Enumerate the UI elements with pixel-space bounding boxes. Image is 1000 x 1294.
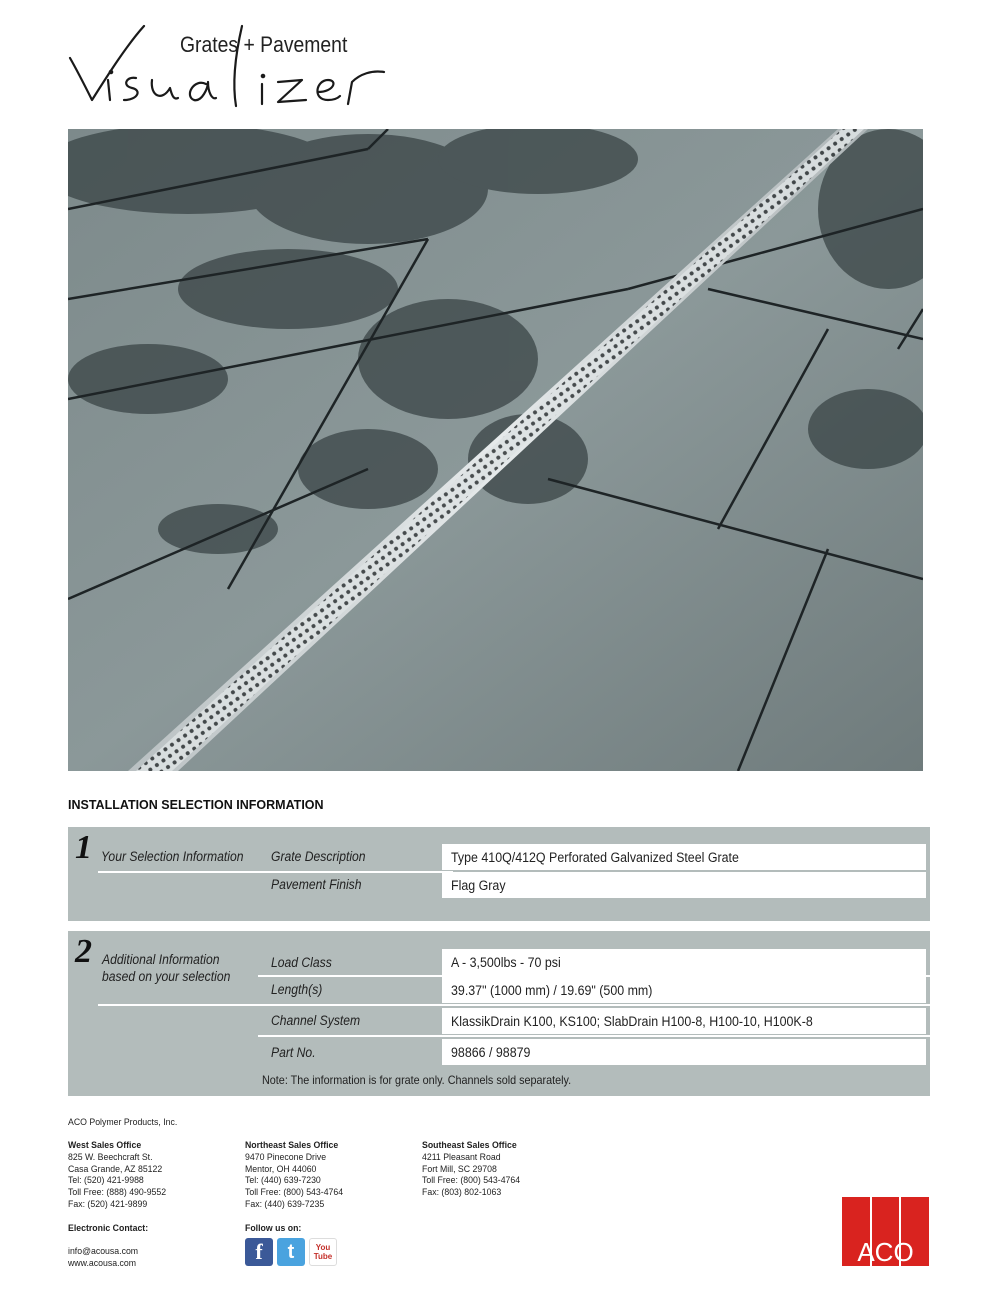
- row-label: Length(s): [271, 982, 323, 997]
- drain-grate-photo: [68, 129, 923, 771]
- divider: [98, 1004, 930, 1006]
- step-number: 2: [75, 933, 92, 970]
- twitter-icon[interactable]: t: [277, 1238, 305, 1266]
- panel-label-line2: based on your selection: [102, 969, 231, 984]
- row-label: Part No.: [271, 1045, 316, 1060]
- aco-logo: [842, 1197, 929, 1266]
- row-value: A - 3,500lbs - 70 psi: [442, 949, 926, 975]
- row-label: Grate Description: [271, 849, 366, 864]
- follow-title: Follow us on:: [245, 1223, 302, 1234]
- section-title: INSTALLATION SELECTION INFORMATION: [68, 798, 324, 812]
- note-text: Note: The information is for grate only. Channels sold separately.: [262, 1073, 572, 1087]
- divider: [258, 1035, 930, 1037]
- additional-info-panel: [68, 931, 930, 1096]
- email-link[interactable]: info@acousa.com: [68, 1246, 139, 1257]
- step-number: 1: [75, 829, 92, 866]
- row-value: Flag Gray: [442, 872, 926, 898]
- facebook-icon[interactable]: f: [245, 1238, 273, 1266]
- selection-panel: [68, 827, 930, 921]
- company-name: ACO Polymer Products, Inc.: [68, 1117, 178, 1128]
- divider: [98, 871, 453, 873]
- header-subtitle: Grates + Pavement: [180, 32, 348, 57]
- visualizer-logo: [66, 22, 396, 117]
- panel-label-line1: Additional Information: [102, 952, 220, 967]
- aco-logo-text: ACO: [857, 1237, 914, 1266]
- row-label: Channel System: [271, 1013, 361, 1028]
- northeast-office: Northeast Sales Office 9470 Pinecone Drive Mentor, OH 44060 Tel: (440) 639-7230 Toll Free: (800) 543-4764 Fax: (440) 639-7235: [245, 1140, 344, 1210]
- row-value: Type 410Q/412Q Perforated Galvanized Steel Grate: [442, 844, 926, 870]
- row-label: Load Class: [271, 955, 332, 970]
- electronic-contact-title: Electronic Contact:: [68, 1223, 149, 1234]
- southeast-office: Southeast Sales Office 4211 Pleasant Road Fort Mill, SC 29708 Toll Free: (800) 543-4764 Fax: (803) 802-1063: [422, 1140, 521, 1199]
- row-value: 39.37" (1000 mm) / 19.69" (500 mm): [442, 977, 926, 1003]
- website-link[interactable]: www.acousa.com: [68, 1258, 137, 1269]
- youtube-icon[interactable]: You Tube: [309, 1238, 337, 1266]
- row-label: Pavement Finish: [271, 877, 362, 892]
- row-value: 98866 / 98879: [442, 1039, 926, 1065]
- west-office: West Sales Office 825 W. Beechcraft St. Casa Grande, AZ 85122 Tel: (520) 421-9988 Toll Free: (888) 490-9552 Fax: (520) 421-9899: [68, 1140, 167, 1210]
- panel-label: Your Selection Information: [101, 849, 244, 864]
- row-value: KlassikDrain K100, KS100; SlabDrain H100-8, H100-10, H100K-8: [442, 1008, 926, 1034]
